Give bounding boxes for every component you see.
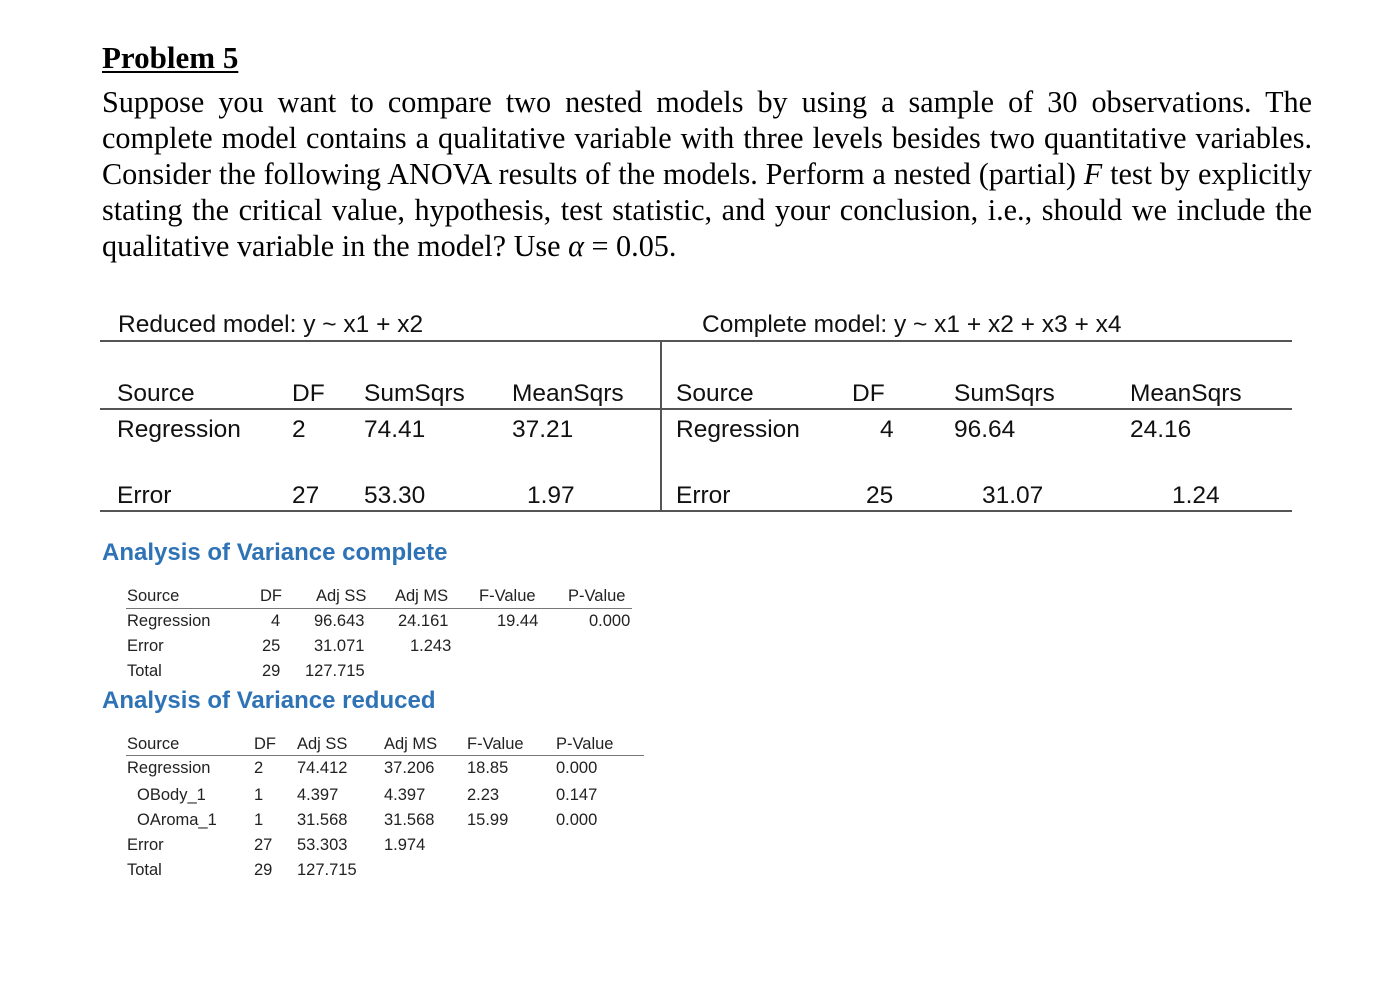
- alpha-symbol: α: [568, 229, 584, 263]
- complete-header-sumsqrs: SumSqrs: [954, 380, 1055, 407]
- anova-complete-row-source: Regression: [127, 612, 211, 630]
- table-top-rule: [100, 340, 1292, 342]
- anova-reduced-row-source: Total: [127, 861, 162, 879]
- complete-model-label: Complete model: y ~ x1 + x2 + x3 + x4: [702, 311, 1122, 338]
- complete-error-ms: 1.24: [1172, 482, 1220, 509]
- anova-complete-row-source: Total: [127, 662, 162, 680]
- table-divider: [660, 341, 662, 512]
- reduced-header-sumsqrs: SumSqrs: [364, 380, 465, 407]
- anova-reduced-row-source: Regression: [127, 759, 211, 777]
- anova-reduced-row-f: 15.99: [467, 811, 509, 829]
- anova-reduced-row-ms: 37.206: [384, 759, 435, 777]
- anova-complete-row-source: Error: [127, 637, 164, 655]
- anova-complete-row-ms: 1.243: [410, 637, 452, 655]
- anova-complete-header-df: DF: [260, 587, 282, 605]
- problem-text-part1: Suppose you want to compare two nested models by using a sample of 30 observations. The complete model contains a qualitative variable with three levels besides two quantitative variables. Consider the following ANOVA results of the models. Perform a nested (partial): [102, 85, 1312, 191]
- reduced-error-ss: 53.30: [364, 482, 426, 509]
- reduced-header-meansqrs: MeanSqrs: [512, 380, 624, 407]
- anova-reduced-row-p: 0.147: [556, 786, 598, 804]
- reduced-regression-ss: 74.41: [364, 416, 426, 443]
- complete-error-source: Error: [676, 482, 731, 509]
- complete-header-rule: [662, 408, 1292, 410]
- reduced-model-label: Reduced model: y ~ x1 + x2: [118, 311, 424, 338]
- anova-reduced-row-df: 2: [254, 759, 264, 777]
- reduced-regression-ms: 37.21: [512, 416, 574, 443]
- anova-complete-row-df: 4: [271, 612, 281, 630]
- anova-reduced-row-ss: 4.397: [297, 786, 339, 804]
- complete-error-ss: 31.07: [982, 482, 1044, 509]
- complete-header-df: DF: [852, 380, 885, 407]
- complete-header-meansqrs: MeanSqrs: [1130, 380, 1242, 407]
- anova-reduced-row-df: 27: [254, 836, 273, 854]
- anova-complete-header-p: P-Value: [568, 587, 626, 605]
- anova-reduced-row-source: Error: [127, 836, 164, 854]
- anova-reduced-title: Analysis of Variance reduced: [102, 687, 436, 714]
- complete-regression-ss: 96.64: [954, 416, 1016, 443]
- anova-complete-row-df: 29: [262, 662, 281, 680]
- f-symbol: F: [1083, 157, 1103, 191]
- anova-complete-title: Analysis of Variance complete: [102, 539, 448, 566]
- complete-error-df: 25: [866, 482, 894, 509]
- anova-reduced-row-source: OBody_1: [137, 786, 206, 804]
- anova-reduced-header-rule: [126, 755, 644, 756]
- anova-reduced-row-df: 29: [254, 861, 273, 879]
- complete-header-source: Source: [676, 380, 754, 407]
- anova-reduced-header-f: F-Value: [467, 735, 524, 753]
- anova-complete-header-f: F-Value: [479, 587, 536, 605]
- anova-reduced-row-ms: 4.397: [384, 786, 426, 804]
- reduced-header-df: DF: [292, 380, 325, 407]
- complete-regression-source: Regression: [676, 416, 800, 443]
- anova-complete-header-source: Source: [127, 587, 180, 605]
- reduced-header-rule: [100, 408, 660, 410]
- anova-complete-row-ss: 31.071: [314, 637, 365, 655]
- reduced-regression-df: 2: [292, 416, 306, 443]
- anova-reduced-row-df: 1: [254, 811, 264, 829]
- anova-reduced-row-p: 0.000: [556, 759, 598, 777]
- reduced-error-source: Error: [117, 482, 172, 509]
- anova-complete-row-ms: 24.161: [398, 612, 449, 630]
- anova-reduced-row-ss: 53.303: [297, 836, 348, 854]
- anova-reduced-row-f: 18.85: [467, 759, 509, 777]
- reduced-header-source: Source: [117, 380, 195, 407]
- reduced-regression-source: Regression: [117, 416, 241, 443]
- reduced-error-ms: 1.97: [527, 482, 575, 509]
- problem-text: [102, 84, 1312, 264]
- anova-reduced-header-df: DF: [254, 735, 276, 753]
- anova-complete-row-df: 25: [262, 637, 281, 655]
- anova-reduced-row-ss: 127.715: [297, 861, 357, 879]
- anova-reduced-row-f: 2.23: [467, 786, 500, 804]
- anova-reduced-header-ss: Adj SS: [297, 735, 348, 753]
- anova-reduced-row-source: OAroma_1: [137, 811, 217, 829]
- anova-reduced-row-ms: 1.974: [384, 836, 426, 854]
- anova-complete-row-f: 19.44: [497, 612, 539, 630]
- anova-complete-row-p: 0.000: [589, 612, 631, 630]
- complete-regression-df: 4: [880, 416, 894, 443]
- anova-complete-header-ms: Adj MS: [395, 587, 449, 605]
- anova-reduced-header-p: P-Value: [556, 735, 614, 753]
- anova-reduced-row-df: 1: [254, 786, 264, 804]
- problem-text-part3: = 0.05.: [583, 229, 677, 263]
- anova-reduced-row-ss: 31.568: [297, 811, 348, 829]
- anova-reduced-row-ms: 31.568: [384, 811, 435, 829]
- complete-regression-ms: 24.16: [1130, 416, 1192, 443]
- reduced-error-df: 27: [292, 482, 320, 509]
- problem-text-part2: test by explicitly stating the critical value, hypothesis, test statistic, and your conclusion, i.e., should we include the qualitative variable in the model? Use: [102, 157, 1312, 263]
- anova-complete-row-ss: 96.643: [314, 612, 365, 630]
- problem-title: Problem 5: [102, 40, 239, 75]
- anova-reduced-header-source: Source: [127, 735, 180, 753]
- anova-complete-row-ss: 127.715: [305, 662, 365, 680]
- anova-reduced-row-p: 0.000: [556, 811, 598, 829]
- table-bottom-rule: [100, 510, 1292, 512]
- anova-complete-header-ss: Adj SS: [316, 587, 367, 605]
- anova-reduced-row-ss: 74.412: [297, 759, 348, 777]
- anova-complete-header-rule: [126, 608, 632, 609]
- anova-reduced-header-ms: Adj MS: [384, 735, 438, 753]
